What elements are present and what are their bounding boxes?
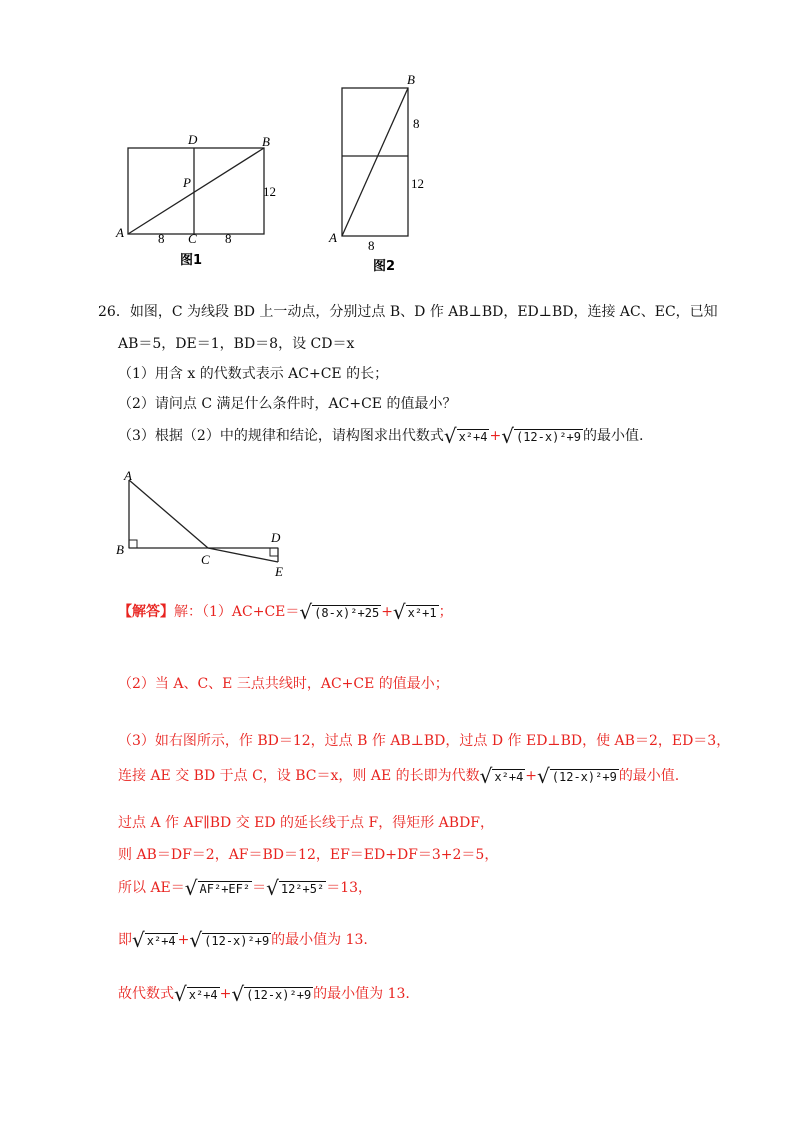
s3-line2-prefix: 连接 AE 交 BD 于点 C，设 BC＝x，则 AE 的长即为代数 — [118, 768, 480, 784]
fig2-dim-bottom: 12 — [411, 176, 424, 191]
problem-line-1 — [98, 301, 718, 321]
solution-3-line-6 — [118, 928, 368, 952]
solution-3-line-4: 则 AB＝DF＝2，AF＝BD＝12，EF＝ED+DF＝3+2＝5， — [118, 847, 499, 863]
radical-x2-plus-4: √ x²+4 — [479, 764, 524, 788]
fig1-dim-right: 8 — [225, 231, 232, 246]
plus-sign: + — [489, 428, 502, 444]
fig3-label-a: A — [124, 468, 132, 483]
fig2-diagonal-ab — [342, 88, 408, 236]
radical-12-minus-x: √ (12-x)²+9 — [537, 764, 617, 788]
fig3-segment-ac — [129, 480, 208, 548]
radical-x2-plus-4: √ x²+4 — [132, 928, 176, 952]
solution-3-line-7 — [118, 982, 410, 1006]
radical-x2-plus-1: √ x²+1 — [392, 600, 437, 624]
fig3-label-c: C — [201, 552, 210, 567]
question-3 — [118, 424, 643, 448]
plus-sign: + — [525, 768, 538, 784]
s3-line7-prefix: 故代数式 — [118, 986, 174, 1002]
problem-number: 26． — [98, 304, 130, 320]
question-2: （2）请问点 C 满足什么条件时，AC+CE 的值最小？ — [118, 396, 457, 412]
solution-2: （2）当 A、C、E 三点共线时，AC+CE 的值最小； — [118, 676, 449, 692]
figure-2 — [325, 70, 435, 275]
question-3-prefix: （3）根据（2）中的规律和结论，请构图求出代数式 — [118, 428, 444, 444]
radical-12-minus-x: √ (12-x)²+9 — [189, 928, 270, 952]
fig1-caption: 图1 — [180, 253, 203, 268]
fig3-label-e: E — [275, 564, 283, 579]
plus-sign: + — [177, 932, 190, 948]
question-1: （1）用含 x 的代数式表示 AC+CE 的长； — [118, 366, 389, 382]
solution-3-line-5 — [118, 876, 372, 900]
fig2-label-a: A — [329, 230, 337, 245]
s3-line6-prefix: 即 — [118, 932, 132, 948]
radical-af-ef: √ AF²+EF² — [184, 876, 251, 900]
fig3-segment-ce — [208, 548, 278, 562]
solution-3-line-2 — [118, 764, 679, 788]
fig2-dim-base: 8 — [368, 238, 375, 253]
solution-1 — [118, 600, 453, 624]
solution-1-prefix: 解：（1）AC+CE＝ — [174, 604, 300, 620]
radical-x2-plus-4: √ x²+4 — [174, 982, 218, 1006]
figure-1 — [110, 130, 290, 275]
s3-line2-suffix: 的最小值. — [618, 768, 680, 784]
problem-line-2: AB＝5，DE＝1，BD＝8，设 CD＝x — [118, 336, 355, 352]
fig1-label-d: D — [188, 132, 198, 147]
fig3-label-b: B — [116, 542, 124, 557]
s3-line5-suffix: ＝13， — [326, 880, 373, 896]
solution-3-line-1: （3）如右图所示，作 BD＝12，过点 B 作 AB⊥BD，过点 D 作 ED⊥BD，使 AB＝2，ED＝3， — [118, 733, 731, 749]
fig3-right-angle-d — [270, 548, 278, 556]
fig2-label-b: B — [407, 72, 415, 87]
fig1-dim-left: 8 — [158, 231, 165, 246]
radical-12-minus-x: √ (12-x)²+9 — [231, 982, 312, 1006]
plus-sign: + — [381, 604, 393, 620]
fig1-label-c: C — [188, 231, 197, 246]
fig1-label-b: B — [262, 134, 270, 149]
s3-line7-suffix: 的最小值为 13. — [313, 986, 410, 1002]
fig3-label-d: D — [271, 530, 281, 545]
fig2-caption: 图2 — [373, 259, 396, 274]
solution-tag: 【解答】 — [118, 604, 174, 620]
figure-3 — [112, 468, 297, 583]
fig1-label-a: A — [116, 225, 124, 240]
solution-1-end: ； — [438, 604, 453, 620]
radical-8-minus-x: √ (8-x)²+25 — [299, 600, 380, 624]
radical-x2-plus-4: √ x²+4 — [443, 424, 488, 448]
problem-statement: 如图，C 为线段 BD 上一动点，分别过点 B、D 作 AB⊥BD，ED⊥BD，连接 AC、EC，已知 — [129, 304, 718, 320]
s3-line5-prefix: 所以 AE＝ — [118, 880, 185, 896]
fig3-right-angle-b — [129, 540, 137, 548]
solution-3-line-3: 过点 A 作 AF∥BD 交 ED 的延长线于点 F，得矩形 ABDF， — [118, 815, 495, 831]
fig1-dim-height: 12 — [263, 184, 276, 199]
fig1-label-p: P — [183, 175, 191, 190]
radical-12-minus-x: √ (12-x)²+9 — [501, 424, 581, 448]
question-3-suffix: 的最小值. — [583, 428, 644, 444]
s3-line6-suffix: 的最小值为 13. — [271, 932, 368, 948]
plus-sign: + — [219, 986, 232, 1002]
radical-12-5: √ 12²+5² — [266, 876, 325, 900]
s3-line5-eq: ＝ — [252, 880, 267, 896]
fig1-diagonal-ab — [128, 148, 264, 234]
fig2-dim-top: 8 — [413, 116, 420, 131]
